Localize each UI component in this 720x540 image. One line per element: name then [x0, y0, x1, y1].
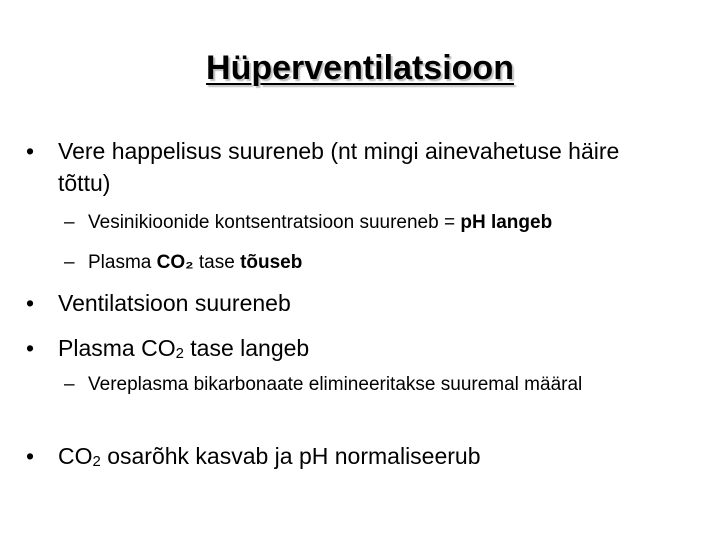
- bullet-text-part: CO: [58, 443, 93, 469]
- sub-bullet-text-bold: tõuseb: [240, 252, 303, 273]
- sub-bullet-text-part: Plasma: [88, 252, 157, 273]
- dash-marker: –: [64, 374, 75, 395]
- dash-marker: –: [64, 212, 75, 233]
- bullet-text: Vere happelisus suureneb (nt mingi ainevahetuse häire tõttu): [58, 138, 620, 196]
- sub-bullet-text-bold: CO₂: [156, 252, 194, 273]
- sub-bullet-text-bold: pH langeb: [460, 212, 553, 233]
- sub-bullet-text: [88, 250, 684, 276]
- sub-bullet-text: Vereplasma bikarbonaate elimineeritakse suuremal määral: [88, 374, 583, 395]
- bullet-item-4: [26, 440, 676, 472]
- sub-bullet-text-part: tase: [193, 252, 241, 273]
- bullet-text-part: osarõhk kasvab ja pH normaliseerub: [100, 443, 481, 469]
- dash-marker: –: [64, 252, 75, 273]
- bullet-marker: •: [26, 138, 35, 164]
- bullet-text: [58, 332, 676, 364]
- slide-title: Hüperventilatsioon: [206, 49, 514, 87]
- sub-bullet-item-2: [64, 250, 684, 276]
- sub-bullet-text-part: Vesinikioonide kontsentratsioon suureneb =: [88, 212, 461, 233]
- bullet-text-part: tase langeb: [183, 335, 310, 361]
- bullet-item-2: [26, 287, 676, 319]
- bullet-text: Ventilatsioon suureneb: [58, 290, 291, 316]
- bullet-text: [58, 440, 676, 472]
- bullet-marker: •: [26, 290, 35, 316]
- subscript: 2: [175, 345, 184, 363]
- bullet-item-3: [26, 332, 676, 364]
- sub-bullet-item-1: [64, 210, 684, 236]
- bullet-marker: •: [26, 443, 35, 469]
- sub-bullet-text: [88, 210, 684, 236]
- sub-bullet-item-3: [64, 372, 684, 398]
- bullet-text-part: Plasma CO: [58, 335, 176, 361]
- subscript: 2: [92, 453, 101, 471]
- bullet-marker: •: [26, 335, 35, 361]
- bullet-item-1: [26, 135, 676, 199]
